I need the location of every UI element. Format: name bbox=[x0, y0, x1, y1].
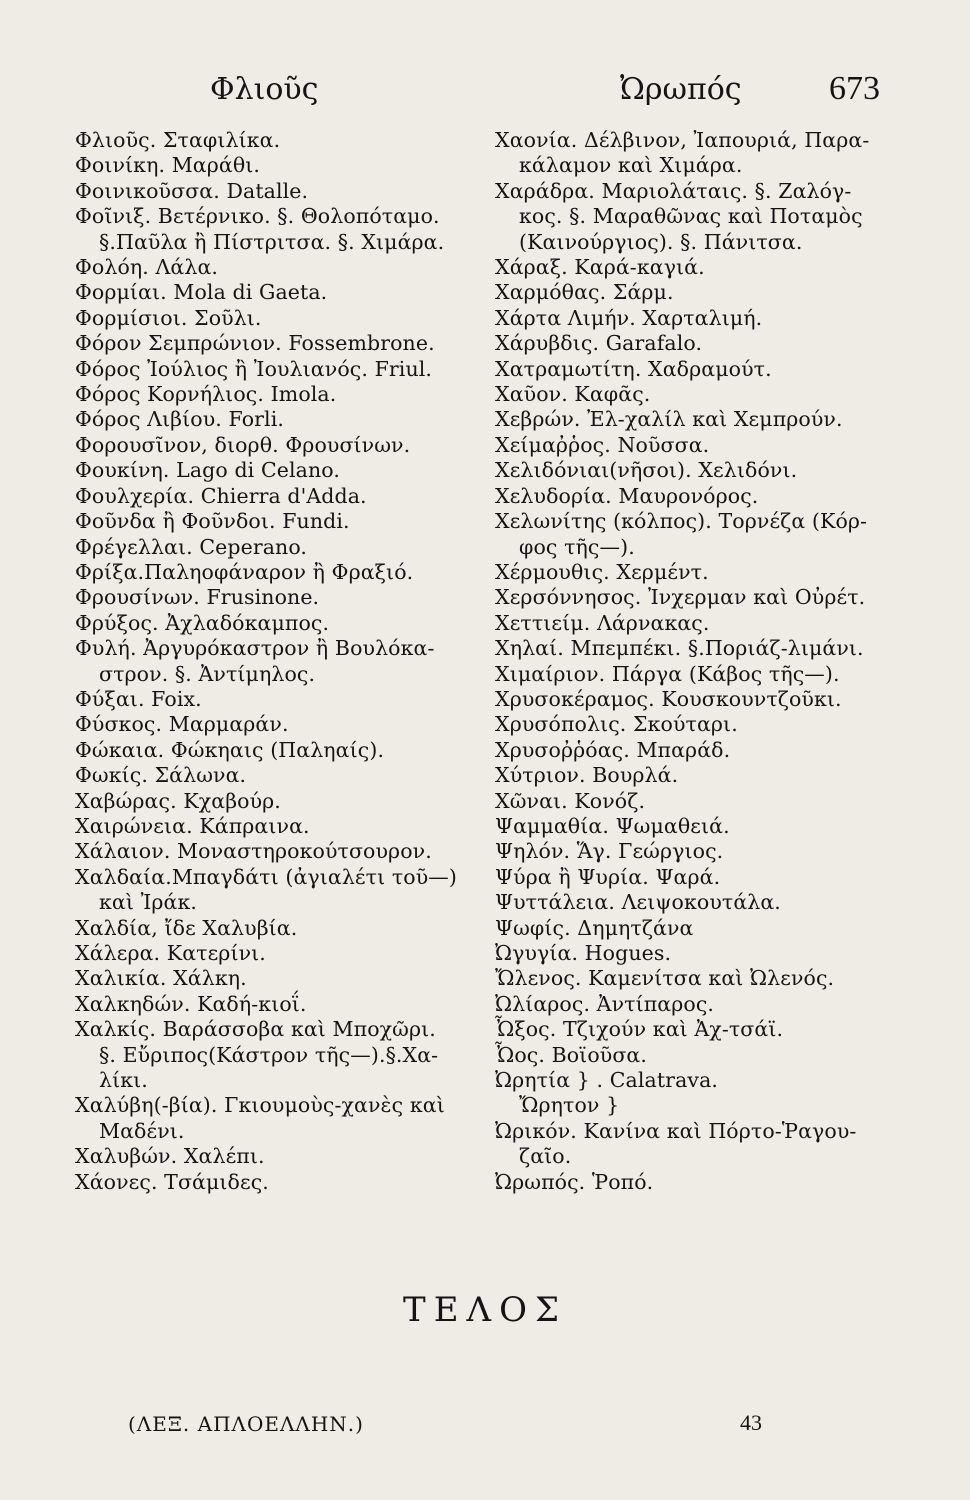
dictionary-entry: Ψαμμαθία. Ψωμαθειά. bbox=[495, 813, 730, 838]
dictionary-entry: Ψηλόν. Ἅγ. Γεώργιος. bbox=[495, 839, 724, 864]
dictionary-entry: Φώκαια. Φώκηαις (Παληαίς). bbox=[75, 737, 385, 762]
right-column bbox=[495, 128, 895, 1195]
dictionary-entry: Χαλκηδών. Καδή-κιοΐ. bbox=[75, 991, 307, 1016]
dictionary-entry: Μαδένι. bbox=[99, 1118, 185, 1143]
dictionary-entry: Ὤρητον } bbox=[519, 1093, 620, 1118]
dictionary-entry: Χάλερα. Κατερίνι. bbox=[75, 941, 266, 965]
dictionary-entry: Χαβώρας. Κχαβούρ. bbox=[75, 788, 281, 813]
dictionary-entry: Χάλαιον. Μοναστηροκούτσουρον. bbox=[75, 839, 432, 864]
dictionary-entry: λίκι. bbox=[99, 1068, 148, 1093]
dictionary-entry: Φοῦνδα ἢ Φοῦνδοι. Fundi. bbox=[75, 509, 350, 534]
dictionary-entry: Χεττιείμ. Λάρνακας. bbox=[495, 610, 710, 635]
dictionary-entry: Χύτριον. Βουρλά. bbox=[495, 763, 679, 788]
dictionary-entry: Χρυσοῤῥόας. Μπαράδ. bbox=[495, 737, 731, 762]
dictionary-entry: Χρυσοκέραμος. Κουσκουντζοῦκι. bbox=[495, 686, 842, 711]
dictionary-entry: Ὠλίαρος. Ἀντίπαρος. bbox=[495, 991, 715, 1016]
header-last-word: Ὠρωπός bbox=[620, 72, 742, 107]
dictionary-entry: Φόρος Κορνήλιος. Imola. bbox=[75, 382, 337, 407]
dictionary-entry: Χέρμουθις. Χερμέντ. bbox=[495, 559, 709, 584]
dictionary-entry: Φυλή. Ἀργυρόκαστρον ἢ Βουλόκα- bbox=[75, 636, 435, 661]
dictionary-entry: Φρύξος. Ἀχλαδόκαμπος. bbox=[75, 610, 330, 635]
dictionary-entry: Φολόη. Λάλα. bbox=[75, 255, 218, 280]
dictionary-entry: Χάραξ. Καρά-καγιά. bbox=[495, 255, 705, 280]
dictionary-entry: Χελωνίτης (κόλπος). Τορνέζα (Κόρ- bbox=[495, 509, 868, 534]
dictionary-entry: Φορμίαι. Mola di Gaeta. bbox=[75, 280, 328, 305]
dictionary-entry: Ὤλενος. Καμενίτσα καὶ Ὠλενός. bbox=[495, 966, 835, 991]
dictionary-entry: §. Εὔριπος(Κάστρον τῆς—).§.Χα- bbox=[99, 1042, 439, 1067]
dictionary-entry: στρον. §. Ἀντίμηλος. bbox=[99, 661, 316, 686]
dictionary-entry: Χαλκίς. Βαράσσοβα καὶ Μποχῶρι. bbox=[75, 1017, 436, 1042]
dictionary-entry: Χῶναι. Κονόζ. bbox=[495, 788, 646, 813]
dictionary-entry: Χαῦον. Καφᾶς. bbox=[495, 382, 651, 407]
dictionary-entry: Ὦος. Βοϊοῦσα. bbox=[495, 1042, 647, 1067]
dictionary-entry: Χελυδορία. Μαυρονόρος. bbox=[495, 483, 759, 508]
dictionary-entry: καὶ Ἰράκ. bbox=[99, 890, 198, 915]
dictionary-entry: Φωκίς. Σάλωνα. bbox=[75, 763, 247, 788]
dictionary-entry: Ὠρικόν. Κανίνα καὶ Πόρτο-Ῥαγου- bbox=[495, 1118, 857, 1143]
dictionary-entry: §.Παῦλα ἢ Πίστριτσα. §. Χιμάρα. bbox=[99, 229, 445, 254]
dictionary-entry: Χαρμόθας. Σάρμ. bbox=[495, 280, 674, 305]
dictionary-entry: Χαλυβών. Χαλέπι. bbox=[75, 1144, 265, 1169]
dictionary-entry: Χαλικία. Χάλκη. bbox=[75, 966, 247, 991]
dictionary-entry: Ψύρα ἢ Ψυρία. Ψαρά. bbox=[495, 864, 721, 889]
dictionary-entry: Χεβρών. Ἐλ-χαλίλ καὶ Χεμπρούν. bbox=[495, 407, 843, 432]
dictionary-entry: φος τῆς—). bbox=[519, 534, 635, 559]
dictionary-entry: Χρυσόπολις. Σκούταρι. bbox=[495, 712, 738, 737]
dictionary-entry: Χατραμωτίτη. Χαδραμούτ. bbox=[495, 356, 772, 381]
dictionary-entry: Φουλχερία. Chierra d'Adda. bbox=[75, 483, 367, 508]
running-header bbox=[0, 72, 970, 112]
dictionary-entry: κος. §. Μαραθῶνας καὶ Ποταμὸς bbox=[519, 204, 863, 229]
dictionary-entry: Ὠρωπός. Ῥοπό. bbox=[495, 1169, 654, 1194]
dictionary-entry: Χιμαίριον. Πάργα (Κάβος τῆς—). bbox=[495, 661, 840, 686]
dictionary-entry: Ψυττάλεια. Λειψοκουτάλα. bbox=[495, 890, 781, 915]
dictionary-entry: (Καινούργιος). §. Πάνιτσα. bbox=[519, 229, 803, 254]
dictionary-entry: Χείμαῤῥος. Νοῦσσα. bbox=[495, 432, 710, 457]
dictionary-entry: Φύξαι. Foix. bbox=[75, 686, 202, 711]
header-first-word: Φλιοῦς bbox=[210, 72, 319, 107]
dictionary-entry: Φορουσῖνον, διορθ. Φρουσίνων. bbox=[75, 432, 411, 457]
dictionary-entry: Φουκίνη. Lago di Celano. bbox=[75, 458, 340, 483]
dictionary-entry: Ὠγυγία. Hogues. bbox=[495, 941, 672, 965]
dictionary-entry: Χερσόννησος. Ἰνχερμαν καὶ Οὐρέτ. bbox=[495, 585, 866, 610]
dictionary-entry: Φρέγελλαι. Ceperano. bbox=[75, 534, 308, 559]
dictionary-entry: Φοῖνιξ. Βετέρνικο. §. Θολοπόταμο. bbox=[75, 204, 440, 229]
dictionary-entry: Χαλδία, ἴδε Χαλυβία. bbox=[75, 915, 298, 940]
dictionary-entry: Φόρος Λιβίου. Forli. bbox=[75, 407, 284, 432]
dictionary-entry: κάλαμον καὶ Χιμάρα. bbox=[519, 153, 743, 178]
dictionary-entry: Φλιοῦς. Σταφιλίκα. bbox=[75, 128, 281, 152]
signature-mark: (ΛΕΞ. ΑΠΛΟΕΛΛΗΝ.) bbox=[128, 1412, 364, 1436]
dictionary-entry: Χελιδόνιαι(νῆσοι). Χελιδόνι. bbox=[495, 458, 798, 483]
dictionary-entry: Χαράδρα. Μαριολάταις. §. Ζαλόγ- bbox=[495, 178, 852, 203]
dictionary-entry: Φορμίσιοι. Σοῦλι. bbox=[75, 305, 262, 330]
dictionary-entry: Χαλύβη(-βία). Γκιουμοὺς-χανὲς καὶ bbox=[75, 1093, 445, 1118]
dictionary-entry: Χαιρώνεια. Κάπραινα. bbox=[75, 813, 310, 838]
dictionary-entry: Ψωφίς. Δημητζάνα bbox=[495, 915, 694, 940]
dictionary-entry: Χάονες. Τσάμιδες. bbox=[75, 1169, 269, 1194]
dictionary-entry: Χάρτα Λιμήν. Χαρταλιμή. bbox=[495, 305, 763, 330]
dictionary-entry: Χάρυβδις. Garafalo. bbox=[495, 331, 703, 356]
dictionary-entry: Χαονία. Δέλβινον, Ἰαπουριά, Παρα- bbox=[495, 128, 870, 152]
dictionary-entry: Φύσκος. Μαρμαράν. bbox=[75, 712, 289, 737]
dictionary-entry: Χαλδαία.Μπαγδάτι (ἀγιαλέτι τοῦ—) bbox=[75, 864, 457, 889]
dictionary-entry: Ὠρητία } . Calatrava. bbox=[495, 1068, 719, 1093]
dictionary-entry: Φόρον Σεμπρώνιον. Fossembrone. bbox=[75, 331, 435, 356]
dictionary-entry: Φοινικοῦσσα. Datalle. bbox=[75, 178, 309, 203]
page-number: 673 bbox=[829, 70, 880, 107]
dictionary-entry: Φρίξα.Παληοφάναρον ἢ Φραξιό. bbox=[75, 559, 414, 584]
end-mark: ΤΕΛΟΣ bbox=[403, 1290, 567, 1330]
left-column bbox=[75, 128, 495, 1195]
dictionary-entry: ζαῖο. bbox=[519, 1144, 572, 1169]
dictionary-entry: Φοινίκη. Μαράθι. bbox=[75, 153, 261, 178]
dictionary-entry: Φρουσίνων. Frusinone. bbox=[75, 585, 320, 610]
dictionary-entry: Ὦξος. Τζιχούν καὶ Ἀχ-τσάϊ. bbox=[495, 1017, 784, 1042]
dictionary-entry: Χηλαί. Μπεμπέκι. §.Ποριάζ-λιμάνι. bbox=[495, 636, 864, 661]
signature-number: 43 bbox=[740, 1410, 762, 1435]
dictionary-entry: Φόρος Ἰούλιος ἢ Ἰουλιανός. Friul. bbox=[75, 356, 433, 381]
